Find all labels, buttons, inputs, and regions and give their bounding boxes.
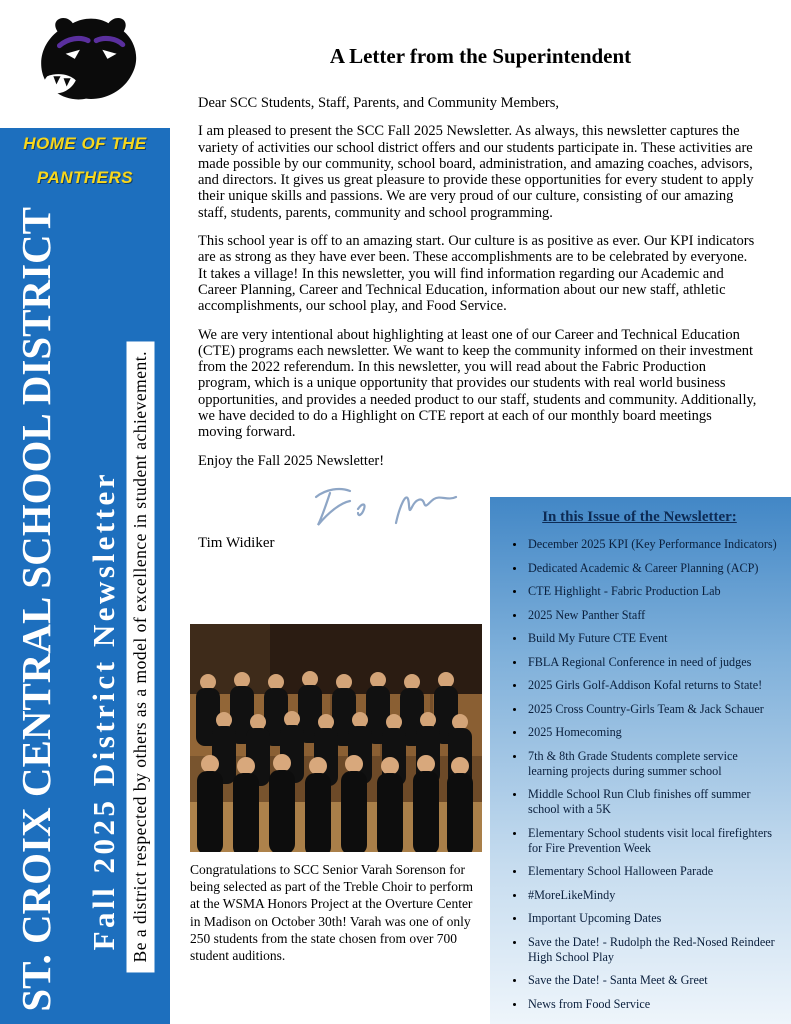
issue-box xyxy=(490,497,791,1024)
issue-box-title: In this Issue of the Newsletter: xyxy=(542,509,737,525)
district-name-vertical: ST. CROIX CENTRAL SCHOOL DISTRICT xyxy=(13,207,59,1012)
letter-title: A Letter from the Superintendent xyxy=(329,44,632,68)
issue-list-item: • 2025 Girls Golf-Addison Kofal returns to State! xyxy=(526,678,779,693)
panther-logo-box xyxy=(0,0,170,128)
issue-list-item: • 2025 New Panther Staff xyxy=(526,608,779,623)
issue-list-item: • Save the Date! - Santa Meet & Greet xyxy=(526,973,779,988)
issue-list-item: • Middle School Run Club finishes off summer school with a 5K xyxy=(526,787,779,817)
motto-line2: PANTHERS xyxy=(36,168,134,187)
superintendent-signature xyxy=(300,481,500,531)
letter-paragraph: This school year is off to an amazing start. Our culture is as positive as ever. Our KPI indicators are as strong as they have ever been. These accomplishments are to be celebrated by everyone. It takes a village! In this newsletter, you will find information regarding our Academic and Career Planning, Career and Technical Education, information about our new staff, athletic accomplishments, our school play, and Food Service. xyxy=(198,233,755,315)
choir-photo-image xyxy=(190,624,482,852)
panther-icon xyxy=(24,13,146,115)
issue-list-item: • Important Upcoming Dates xyxy=(526,911,779,926)
issue-list-item: • Save the Date! - Rudolph the Red-Nosed Reindeer High School Play xyxy=(526,935,779,965)
letter-paragraph: I am pleased to present the SCC Fall 2025 Newsletter. As always, this newsletter captures the variety of activities our school district offers and our students participate in. These activities are made possible by our community, school board, administration, and amazing coaches, advisors, and directors. It gives us great pleasure to provide these opportunities for every student to apply their unique skills and passions. We are very proud of our culture, consisting of our amazing staff, students, parents, community and school programming. xyxy=(198,123,754,221)
issue-list xyxy=(500,537,779,1012)
issue-list-item: • FBLA Regional Conference in need of judges xyxy=(526,655,779,670)
letter-paragraph: We are very intentional about highlighting at least one of our Career and Technical Education (CTE) programs each newsletter. We want to keep the community informed on their investment from the 2022 referendum. In this newsletter, you will read about the Fabric Production program, which is a unique opportunity that provides our students with real world business opportunities, and provides a needed product to our staff, students and community. Additionally, we have decided to do a Highlight on CTE report at each of our monthly board meetings moving forward. xyxy=(198,326,757,441)
issue-list-item: • News from Food Service xyxy=(526,997,779,1012)
issue-list-item: • 2025 Cross Country-Girls Team & Jack Schauer xyxy=(526,702,779,717)
issue-list-item: • #MoreLikeMindy xyxy=(526,888,779,903)
photo-caption: Congratulations to SCC Senior Varah Sorenson for being selected as part of the Treble Choir to perform at the WSMA Honors Project at the Overture Center in Madison on October 30th! Varah was one of only 250 students from the state chosen from over 700 student auditions. xyxy=(190,862,474,964)
issue-list-item: • Dedicated Academic & Career Planning (ACP) xyxy=(526,561,779,576)
issue-list-item: • Build My Future CTE Event xyxy=(526,631,779,646)
sidebar xyxy=(0,0,170,1024)
letter-salutation: Dear SCC Students, Staff, Parents, and Community Members, xyxy=(198,95,559,111)
issue-list-item: • 7th & 8th Grade Students complete service learning projects during summer school xyxy=(526,749,779,779)
letter-body xyxy=(198,95,757,551)
issue-list-item: • Elementary School Halloween Parade xyxy=(526,864,779,879)
signature-name: Tim Widiker xyxy=(198,534,275,551)
issue-list-item: • CTE Highlight - Fabric Production Lab xyxy=(526,584,779,599)
motto-line1: HOME OF THE xyxy=(23,134,147,153)
issue-list-item: • December 2025 KPI (Key Performance Indicators) xyxy=(526,537,779,552)
choir-photo-block xyxy=(190,624,482,964)
mission-statement-vertical: Be a district respected by others as a model of excellence in student achievement. xyxy=(127,341,155,972)
issue-list-item: • Elementary School students visit local firefighters for Fire Prevention Week xyxy=(526,826,779,856)
letter-closing: Enjoy the Fall 2025 Newsletter! xyxy=(198,452,385,469)
issue-list-item: • 2025 Homecoming xyxy=(526,725,779,740)
newsletter-title-vertical: Fall 2025 District Newsletter xyxy=(86,470,121,950)
